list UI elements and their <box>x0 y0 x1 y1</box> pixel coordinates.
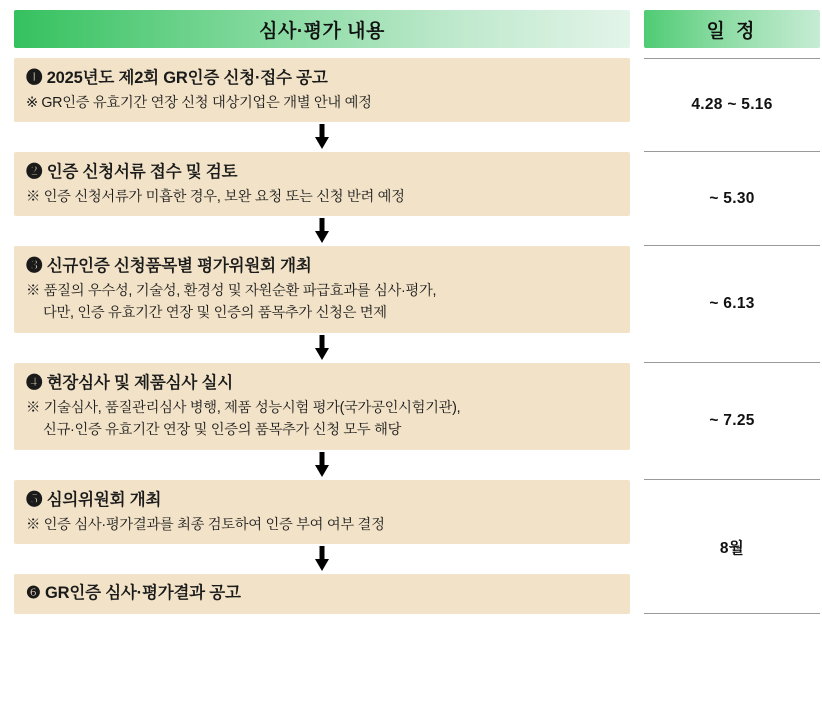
step-marker: ❶ <box>26 69 47 87</box>
step-note <box>26 93 618 114</box>
steps-column <box>14 58 630 614</box>
step-marker: ❺ <box>26 491 47 509</box>
flow-arrow-icon <box>14 333 630 363</box>
header-content-column: 심사·평가 내용 <box>14 10 630 48</box>
flow-arrow-icon <box>14 450 630 480</box>
step-title-text: 현장심사 및 제품심사 실시 <box>46 374 233 392</box>
schedule-cell: ~ 5.30 <box>644 152 820 246</box>
schedule-cell: 4.28 ~ 5.16 <box>644 58 820 152</box>
schedule-cell: ~ 6.13 <box>644 246 820 363</box>
step-title <box>26 582 241 604</box>
column-gap <box>630 58 644 614</box>
step-note-line: 다만, 인증 유효기간 연장 및 인증의 품목추가 신청은 면제 <box>43 304 387 321</box>
step-note-line: ※ 품질의 우수성, 기술성, 환경성 및 자원순환 파급효과를 심사·평가, <box>26 283 437 300</box>
table-body <box>14 58 808 614</box>
step-item <box>14 480 630 544</box>
step-item <box>14 58 630 122</box>
flow-arrow-icon <box>14 122 630 152</box>
step-marker: ❸ <box>26 257 47 275</box>
schedule-column <box>644 58 820 614</box>
flow-arrow-icon <box>14 544 630 574</box>
step-title-text: 2025년도 제2회 GR인증 신청·접수 공고 <box>46 69 328 87</box>
step-title <box>26 489 618 511</box>
step-title-text: 신규인증 신청품목별 평가위원회 개최 <box>46 257 312 275</box>
flow-arrow-icon <box>14 216 630 246</box>
step-marker: ❹ <box>26 374 47 392</box>
step-note <box>26 515 618 536</box>
schedule-cell: 8월 <box>644 480 820 614</box>
step-title <box>26 161 618 183</box>
step-title-text: GR인증 심사·평가결과 공고 <box>44 584 241 603</box>
step-title <box>26 372 618 394</box>
header-spacer <box>630 10 644 48</box>
step-marker: ❷ <box>26 163 47 181</box>
step-note <box>26 187 618 208</box>
step-item <box>14 246 630 333</box>
step-note-line: 신규·인증 유효기간 연장 및 인증의 품목추가 신청 모두 해당 <box>43 421 402 438</box>
step-note-line: ※ 인증 신청서류가 미흡한 경우, 보완 요청 또는 신청 반려 예정 <box>26 189 405 206</box>
step-title-text: 인증 신청서류 접수 및 검토 <box>46 163 238 181</box>
step-item <box>14 363 630 450</box>
step-note <box>26 398 618 441</box>
step-title <box>26 255 618 277</box>
step-note-line: ※ GR인증 유효기간 연장 신청 대상기업은 개별 안내 예정 <box>26 95 372 112</box>
step-item <box>14 152 630 216</box>
step-note-line: ※ 기술심사, 품질관리심사 병행, 제품 성능시험 평가(국가공인시험기관), <box>26 400 461 417</box>
table-header-row <box>14 10 808 48</box>
step-note-line: ※ 인증 심사·평가결과를 최종 검토하여 인증 부여 여부 결정 <box>26 517 385 534</box>
step-note <box>26 281 618 324</box>
schedule-cell: ~ 7.25 <box>644 363 820 480</box>
step-title-text: 심의위원회 개최 <box>46 491 162 509</box>
step-title <box>26 67 618 89</box>
step-item <box>14 574 630 614</box>
header-schedule-column: 일 정 <box>644 10 820 48</box>
step-marker: ❻ <box>26 584 45 603</box>
